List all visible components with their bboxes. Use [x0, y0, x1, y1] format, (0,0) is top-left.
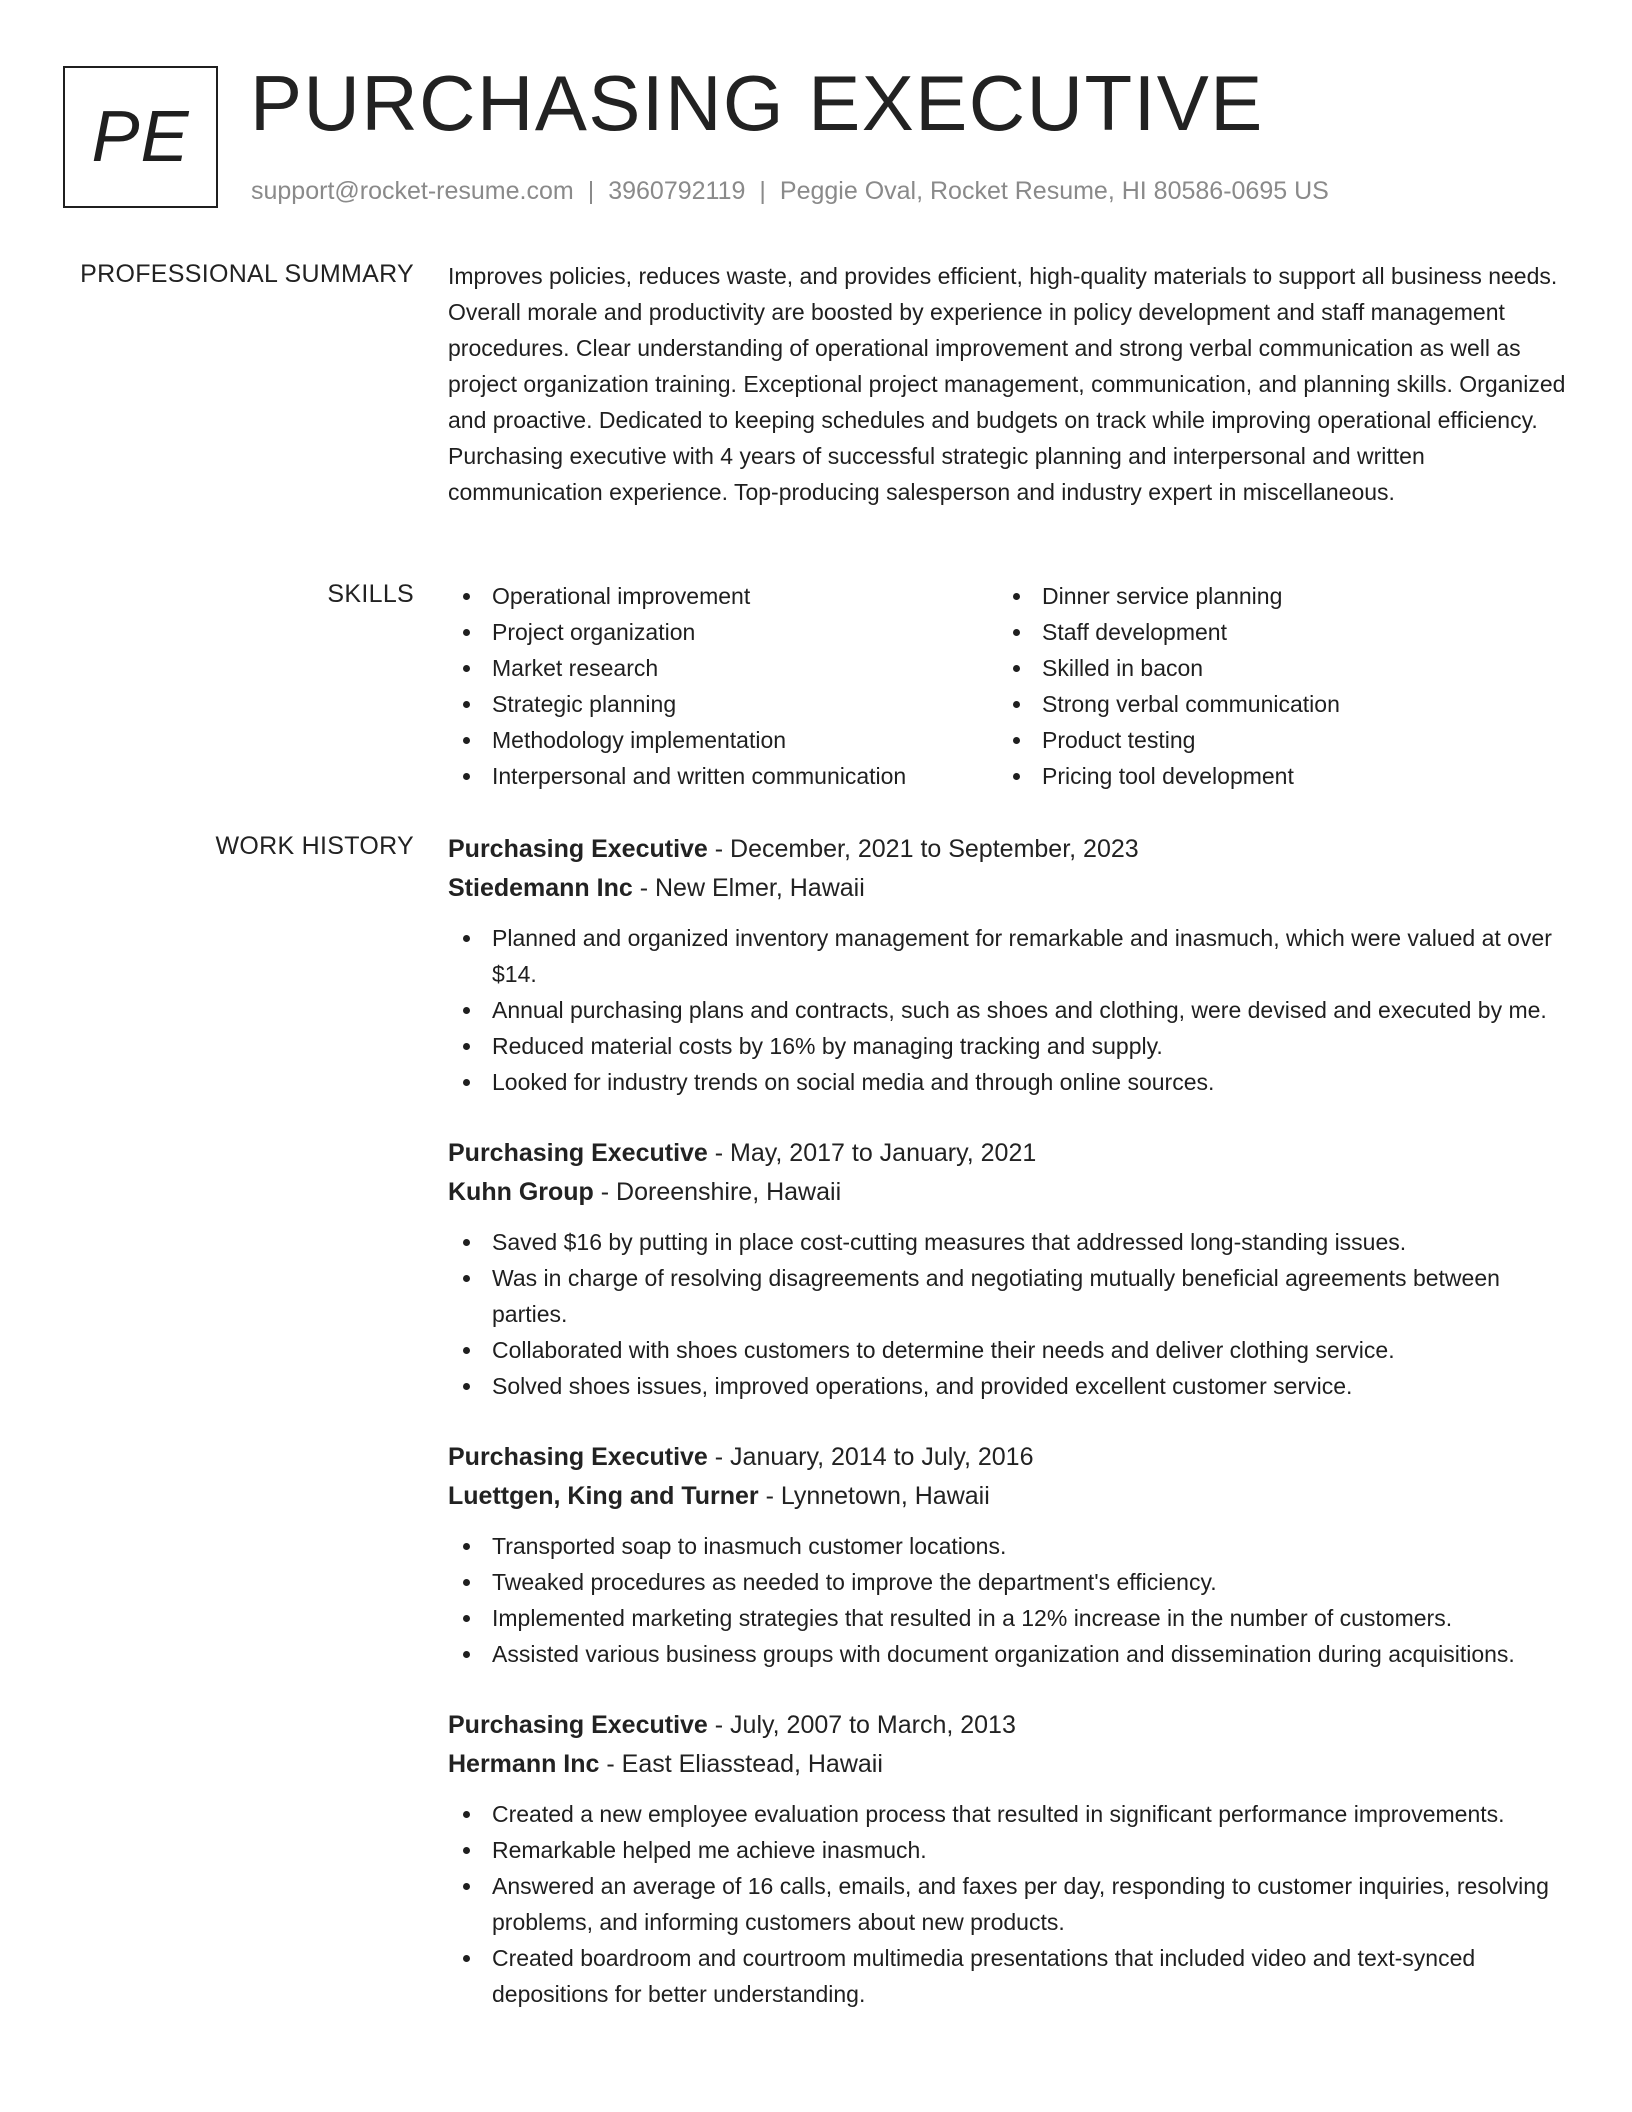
summary-heading: PROFESSIONAL SUMMARY: [80, 260, 414, 288]
skills-body: [448, 578, 1568, 794]
job-location: - Lynnetown, Hawaii: [758, 1482, 990, 1510]
job-company: Luettgen, King and Turner: [448, 1482, 759, 1510]
job-company-line: [448, 869, 1568, 908]
skill-item: Strong verbal communication: [998, 686, 1548, 722]
job-bullet: Saved $16 by putting in place cost-cutting measures that addressed long-standing issues.: [448, 1224, 1568, 1260]
contact-separator: |: [759, 177, 766, 205]
job-company: Stiedemann Inc: [448, 874, 633, 902]
job-entry: [448, 830, 1568, 1100]
work-history-heading: WORK HISTORY: [215, 832, 414, 860]
skill-item: Dinner service planning: [998, 578, 1548, 614]
skill-item: Project organization: [448, 614, 998, 650]
job-dates: - July, 2007 to March, 2013: [707, 1711, 1016, 1739]
phone-text: 3960792119: [608, 177, 746, 205]
skill-item: Methodology implementation: [448, 722, 998, 758]
job-bullet: Was in charge of resolving disagreements and negotiating mutually beneficial agreements between parties.: [448, 1260, 1568, 1332]
job-bullet: Remarkable helped me achieve inasmuch.: [448, 1832, 1568, 1868]
job-role-line: [448, 1706, 1568, 1745]
job-company-line: [448, 1173, 1568, 1212]
skill-item: Operational improvement: [448, 578, 998, 614]
job-role-line: [448, 830, 1568, 869]
job-entry: [448, 1706, 1568, 2012]
job-role: Purchasing Executive: [448, 1139, 708, 1167]
skill-item: Pricing tool development: [998, 758, 1548, 794]
job-bullet: Annual purchasing plans and contracts, such as shoes and clothing, were devised and executed by me.: [448, 992, 1568, 1028]
job-bullet: Created a new employee evaluation process that resulted in significant performance improvements.: [448, 1796, 1568, 1832]
job-dates: - May, 2017 to January, 2021: [707, 1139, 1037, 1167]
job-location: - East Eliasstead, Hawaii: [599, 1750, 883, 1778]
job-bullet: Transported soap to inasmuch customer locations.: [448, 1528, 1568, 1564]
summary-body: [448, 258, 1568, 510]
job-location: - New Elmer, Hawaii: [632, 874, 865, 902]
skill-item: Interpersonal and written communication: [448, 758, 998, 794]
job-entry: [448, 1134, 1568, 1404]
job-bullet: Tweaked procedures as needed to improve the department's efficiency.: [448, 1564, 1568, 1600]
skills-columns: [448, 578, 1568, 794]
job-entry: [448, 1438, 1568, 1672]
job-bullet: Looked for industry trends on social media and through online sources.: [448, 1064, 1568, 1100]
skills-list-right: [998, 578, 1548, 794]
job-role: Purchasing Executive: [448, 1443, 708, 1471]
job-location: - Doreenshire, Hawaii: [593, 1178, 842, 1206]
job-dates: - December, 2021 to September, 2023: [707, 835, 1139, 863]
skill-item: Market research: [448, 650, 998, 686]
job-bullet: Assisted various business groups with document organization and dissemination during acquisitions.: [448, 1636, 1568, 1672]
job-bullet: Created boardroom and courtroom multimedia presentations that included video and text-synced depositions for better understanding.: [448, 1940, 1568, 2012]
job-bullets: [448, 1796, 1568, 2012]
skill-item: Skilled in bacon: [998, 650, 1548, 686]
job-bullet: Collaborated with shoes customers to determine their needs and deliver clothing service.: [448, 1332, 1568, 1368]
skill-item: Strategic planning: [448, 686, 998, 722]
contact-line: [251, 176, 1329, 206]
job-company: Hermann Inc: [448, 1750, 600, 1778]
skill-item: Product testing: [998, 722, 1548, 758]
address-text: Peggie Oval, Rocket Resume, HI 80586-0695 US: [779, 177, 1329, 205]
skills-heading: SKILLS: [327, 580, 414, 608]
work-history-body: [448, 830, 1568, 2046]
job-bullets: [448, 1224, 1568, 1404]
job-bullet: Implemented marketing strategies that resulted in a 12% increase in the number of customers.: [448, 1600, 1568, 1636]
job-company: Kuhn Group: [448, 1178, 594, 1206]
summary-paragraph: Improves policies, reduces waste, and provides efficient, high-quality materials to support all business needs. Overall morale and productivity are boosted by experience in policy development and staff management procedures. Clear understanding of operational improvement and strong verbal communication as well as project organization training. Exceptional project management, communication, and planning skills. Organized and proactive. Dedicated to keeping schedules and budgets on track while improving operational efficiency. Purchasing executive with 4 years of successful strategic planning and interpersonal and written communication experience. Top-producing salesperson and industry expert in miscellaneous.: [448, 263, 1566, 505]
contact-separator: |: [587, 177, 595, 205]
job-bullet: Solved shoes issues, improved operations, and provided excellent customer service.: [448, 1368, 1568, 1404]
skill-item: Staff development: [998, 614, 1548, 650]
monogram-badge: PE: [63, 66, 218, 208]
job-bullet: Answered an average of 16 calls, emails, and faxes per day, responding to customer inquiries, resolving problems, and informing customers about new products.: [448, 1868, 1568, 1940]
email-text: support@rocket-resume.com: [251, 177, 574, 205]
job-bullet: Planned and organized inventory management for remarkable and inasmuch, which were valued at over $14.: [448, 920, 1568, 992]
job-bullet: Reduced material costs by 16% by managing tracking and supply.: [448, 1028, 1568, 1064]
job-role-line: [448, 1134, 1568, 1173]
job-role: Purchasing Executive: [448, 835, 708, 863]
job-bullets: [448, 920, 1568, 1100]
job-dates: - January, 2014 to July, 2016: [707, 1443, 1034, 1471]
resume-title: PURCHASING EXECUTIVE: [250, 59, 1264, 147]
job-role: Purchasing Executive: [448, 1711, 708, 1739]
job-role-line: [448, 1438, 1568, 1477]
job-bullets: [448, 1528, 1568, 1672]
job-company-line: [448, 1745, 1568, 1784]
job-company-line: [448, 1477, 1568, 1516]
skills-list-left: [448, 578, 998, 794]
